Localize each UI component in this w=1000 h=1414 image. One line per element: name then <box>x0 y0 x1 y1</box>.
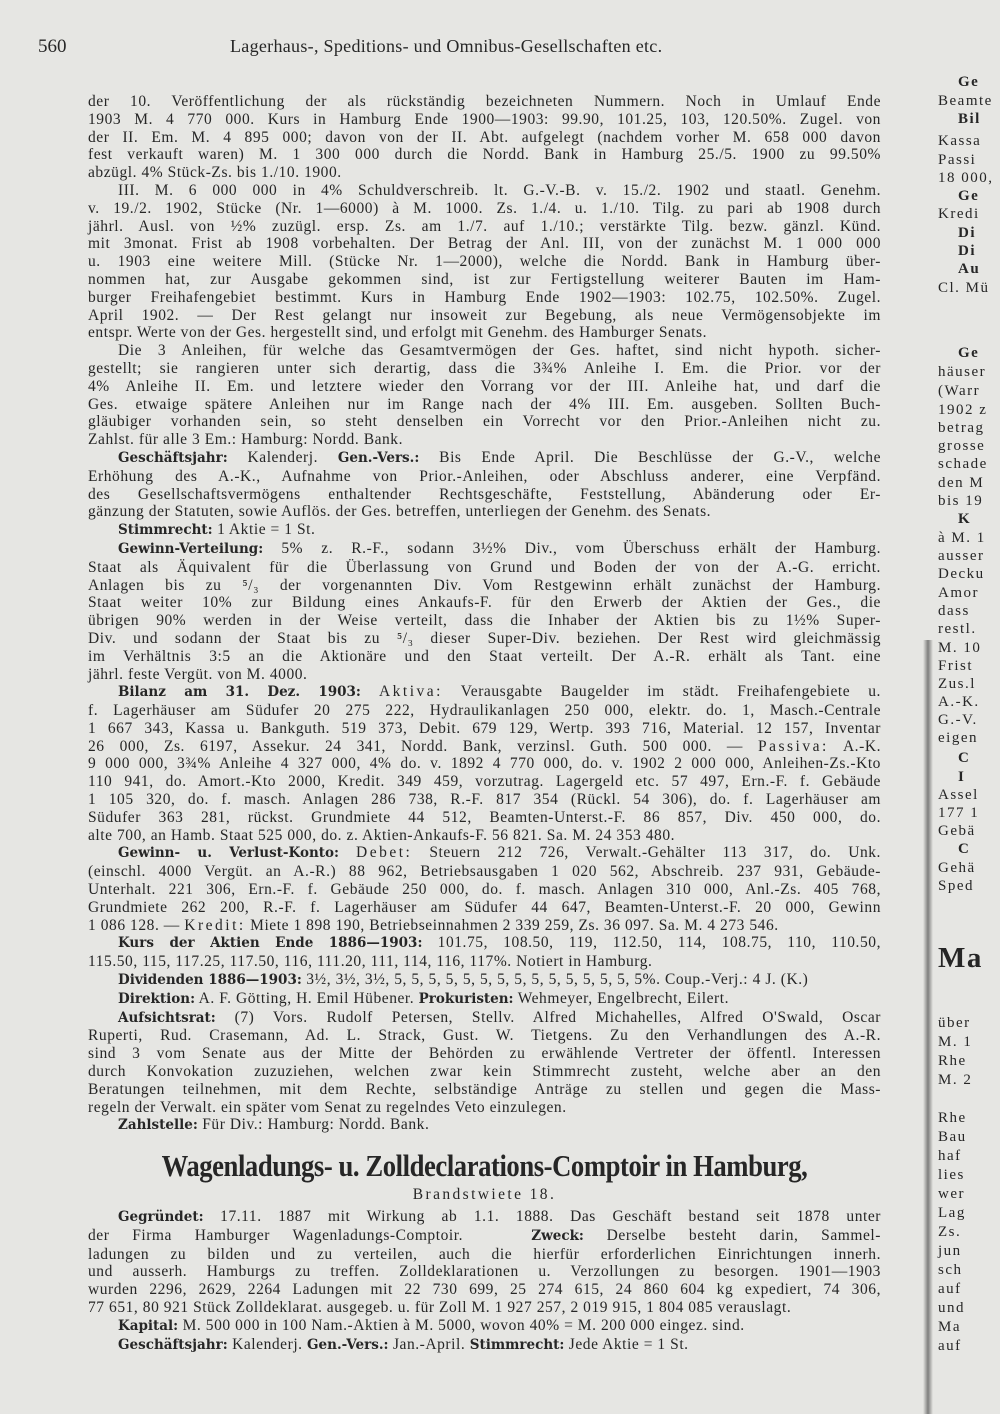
section-address: Brandstwiete 18. <box>412 1186 557 1203</box>
text-line <box>88 486 881 504</box>
text-run: Beratungen teilnehmen, mit dem Rechte, selbständige Anträge zu stellen und gegen die Mass- <box>88 1080 881 1098</box>
text-line <box>88 93 881 111</box>
text-line <box>88 630 881 648</box>
text-run: Jan.-April. <box>388 1335 470 1353</box>
bold-label: Gewinn- u. Verlust-Konto: <box>118 845 339 862</box>
text-run: 3½, 3½, 3½, 5, 5, 5, 5, 5, 5, 5, 5, 5, 5, 5, 5, 5, 5, 5%. Coup.-Verj.: 4 J. (K.) <box>301 971 809 989</box>
text-run: der 10. Veröffentlichung der als rückständig bezeichneten Nummern. Noch in Umlauf Ende <box>88 93 881 110</box>
text-line <box>88 827 881 845</box>
fragment-line: Zus.l <box>938 676 976 692</box>
fragment-line: eigen <box>938 730 978 746</box>
text-run: 26 000, Zs. 6197, Assekur. 24 341, Nordd. Bank, verzinsl. Guth. 500 000. — <box>88 737 758 755</box>
text-line <box>88 521 881 540</box>
fragment-line: Rhe <box>938 1110 967 1126</box>
text-run: fest verkauft waren) M. 1 300 000 durch die Nordd. Bank in Hamburg 25./5. 1900 zu 99.50% <box>88 146 881 164</box>
text-line <box>88 648 881 666</box>
text-run: im Verhältnis 3:5 an die Aktionäre und den Staat verteilt. Der A.-R. erhält als Tant. eine <box>88 647 881 665</box>
text-line <box>88 881 881 899</box>
fragment-line: den M <box>938 475 985 491</box>
text-line <box>88 235 881 253</box>
text-line <box>88 1027 881 1045</box>
text-line <box>88 953 881 971</box>
fragment-line: Cl. Mü <box>938 280 990 296</box>
fragment-line: 177 1 <box>938 805 980 821</box>
text-run: April 1902. — Der Rest gelangt nur insoweit zur Begebung, als neue Vermögensobjekte im <box>88 306 881 324</box>
text-line <box>88 431 881 449</box>
text-run: der II. Em. M. 4 895 000; davon von der II. Abt. aufgelegt (nachdem vorher M. 658 000 davon <box>88 128 881 146</box>
fragment-line: Sped <box>938 878 974 894</box>
text-line <box>88 1246 881 1264</box>
text-run: mit 3monat. Frist ab 1908 vorbehalten. Der Betrag der Anl. III, von der zunächst M. 1 000 000 <box>88 235 881 253</box>
text-run: des Gesellschaftsvermögens enthaltender Rechtsgeschäfte, Feststellung, Abänderung oder Er- <box>88 485 881 503</box>
fragment-line: à M. 1 <box>938 530 986 546</box>
text-line <box>88 755 881 773</box>
text-run: 1903 M. 4 770 000. Kurs in Hamburg Ende 1900—1903: 99.90, 101.25, 103, 120.50%. Zugel. von <box>88 110 881 128</box>
bold-label: Gen.-Vers.: <box>307 1336 389 1353</box>
text-line <box>88 990 881 1009</box>
text-line <box>88 360 881 378</box>
text-line <box>88 594 881 612</box>
text-run: Div. und sodann der Staat bis zu ⁵/₃ dieser Super-Div. beziehen. Der Rest wird gleichmässig <box>88 629 881 647</box>
text-run: Staat als Äquivalent für die Überlassung von Grund und Boden der von der A.-G. erricht. <box>88 558 881 576</box>
fragment-line: Gehä <box>938 860 976 876</box>
text-run: v. 19./2. 1902, Stücke (Nr. 1—6000) à M. 1000. Zs. 1./4. u. 1./10. Tilg. zu pari ab 1908 durch <box>88 199 881 217</box>
text-run: der Firma Hamburger Wagenladungs-Comptoir. <box>88 1226 532 1244</box>
fragment-line: Lag <box>938 1205 966 1221</box>
text-line <box>88 1263 881 1281</box>
text-line <box>88 413 881 431</box>
fragment-line: und <box>938 1300 965 1316</box>
fragment-line: grosse <box>938 438 986 454</box>
text-run: Jede Aktie = 1 St. <box>564 1335 689 1353</box>
fragment-line: Bil <box>958 111 981 127</box>
text-line <box>88 666 881 684</box>
fragment-line: C <box>958 841 971 857</box>
text-run: 101.75, 108.50, 119, 112.50, 114, 108.75, 110, 110.50, <box>422 934 881 952</box>
text-line <box>88 971 881 990</box>
text-run: gläubiger vorhanden sein, so steht denselben ein Vorrecht vor den Prior.-Anleihen nicht zu. <box>88 413 881 431</box>
text-line <box>88 934 881 953</box>
bold-label: Zweck: <box>531 1227 584 1244</box>
fragment-line: ausser <box>938 548 985 564</box>
text-line <box>88 844 881 863</box>
fragment-line: sch <box>938 1262 963 1278</box>
fragment-line: M. 10 <box>938 640 982 656</box>
text-run <box>339 844 356 861</box>
text-line <box>88 146 881 164</box>
fragment-line: Zs. <box>938 1224 962 1240</box>
text-run: alte 700, an Hamb. Staat 525 000, do. z. Aktien-Ankaufs-F. 56 821. Sa. M. 24 353 480. <box>88 826 676 844</box>
bold-label: Stimmrecht: <box>469 1336 565 1353</box>
fragment-line: (Warr <box>938 383 981 399</box>
fragment-line: jun <box>938 1243 962 1259</box>
fragment-line: Frist <box>938 658 974 674</box>
text-run: Kalenderj. <box>227 1335 308 1353</box>
text-run: A. F. Götting, H. Emil Hübener. <box>195 989 419 1007</box>
fragment-line: Kassa <box>938 133 982 149</box>
text-run: Bis Ende April. Die Beschlüsse der G.-V., welche <box>419 448 881 466</box>
text-line <box>88 1063 881 1081</box>
text-run: 110 941, do. Amort.-Kto 2000, Kredit. 349 459, vorzutrag. Lagergeld etc. 57 497, Ern.-F. f. Gebäude <box>88 773 881 791</box>
text-line <box>88 378 881 396</box>
text-line <box>88 791 881 809</box>
text-line <box>88 899 881 917</box>
fragment-line: haf <box>938 1148 962 1164</box>
fragment-line: Assel <box>938 787 979 803</box>
bold-label: Prokuristen: <box>418 990 514 1007</box>
text-line <box>88 200 881 218</box>
text-run: (einschl. 4000 Vergüt. an A.-R.) 88 962, Betriebsausgaben 1 020 562, Abschreib. 237 931, Gebäude- <box>88 863 881 881</box>
text-run: Staat weiter 10% zur Bildung eines Ankaufs-F. für den Erwerb der Aktien der Ges., die <box>88 594 881 612</box>
fragment-line: häuser <box>938 364 987 380</box>
adjacent-page-fragment <box>938 0 1000 1414</box>
text-run: Die 3 Anleihen, für welche das Gesamtvermögen der Ges. haftet, sind nicht hypoth. sicher- <box>118 342 881 360</box>
text-line <box>88 809 881 827</box>
fragment-line: G.-V. <box>938 712 978 728</box>
main-text-column <box>88 93 881 1135</box>
text-run: Unterhalt. 221 306, Ern.-F. f. Gebäude 250 000, do. f. masch. Anlagen 310 000, Anl.-Zs. 405 768, <box>88 881 881 899</box>
text-line <box>88 468 881 486</box>
fragment-line: Gebä <box>938 823 976 839</box>
bold-label: Direktion: <box>118 990 196 1007</box>
fragment-line: lies <box>938 1167 965 1183</box>
text-run: jährl. feste Vergüt. von M. 4000. <box>88 665 308 683</box>
text-run: Steuern 212 726, Verwalt.-Gehälter 113 317, do. Unk. <box>412 844 881 862</box>
bold-label: Dividenden 1886—1903: <box>118 972 302 989</box>
page-number: 560 <box>38 36 67 57</box>
text-line <box>88 702 881 720</box>
bold-label: Gen.-Vers.: <box>337 449 420 466</box>
text-run: Kalenderj. <box>227 448 338 466</box>
fragment-line: Au <box>958 261 981 277</box>
fragment-line: 1902 z <box>938 402 988 418</box>
text-run: Verausgabte Baugelder im städt. Freihafengebiete u. <box>442 683 881 701</box>
text-line <box>88 738 881 756</box>
text-run: nommen hat, zur Ausgabe gekommen sind, ist zur Fertigstellung weiterer Bauten im Ham- <box>88 270 881 288</box>
text-run: Ges. etwaige spätere Anleihen nur im Range nach der 4% III. Em. ausgeben. Sollten Buch- <box>88 395 881 413</box>
fragment-line: Ge <box>958 345 980 361</box>
text-line <box>88 1227 881 1246</box>
section-text <box>88 1208 881 1354</box>
bold-label: Aufsichtsrat: <box>118 1009 216 1026</box>
bold-label: Geschäftsjahr: <box>118 1336 228 1353</box>
text-run: 1 Aktie = 1 St. <box>212 521 316 539</box>
text-run: 4% Anleihe II. Em. und letztere wieder den Vorrang vor der III. Anleihe hat, und darf die <box>88 377 881 395</box>
text-line <box>88 1009 881 1028</box>
bold-label: Gewinn-Verteilung: <box>118 540 264 557</box>
fragment-line: auf <box>938 1281 962 1297</box>
text-line <box>88 164 881 182</box>
fragment-line: Di <box>958 225 976 241</box>
fragment-line: Bau <box>938 1129 967 1145</box>
text-run: Grundmiete 262 200, R.-F. f. Lagerhäuser am Südufer 44 647, Beamten-Unterst.-F. 20 000, Gewinn <box>88 898 881 916</box>
text-line <box>88 1299 881 1317</box>
fragment-line: 18 000, <box>938 170 994 186</box>
fragment-line: schade <box>938 456 988 472</box>
fragment-line: wer <box>938 1186 965 1202</box>
text-run: f. Lagerhäuser am Südufer 20 275 222, Hydraulikanlagen 250 000, elektr. do. 1, Masch.-Centrale <box>88 702 881 720</box>
text-line <box>88 218 881 236</box>
bold-label: Geschäftsjahr: <box>118 449 228 466</box>
text-run: wurden 2296, 2629, 2264 Ladungen mit 22 730 699, 25 274 615, 24 860 604 kg expediert, 74 306, <box>88 1281 881 1299</box>
text-run: 5% z. R.-F., sodann 3½% Div., vom Überschuss erhält der Hamburg. <box>263 539 881 557</box>
bold-label: Gegründet: <box>118 1209 204 1225</box>
text-line <box>88 1317 881 1336</box>
text-run: Südufer 363 281, rückst. Grundmiete 44 512, Beamten-Unterst.-F. 86 857, Div. 450 000, do. <box>88 808 881 826</box>
text-line <box>88 863 881 881</box>
text-run: durch Konvokation zuzuziehen, welchen zwar kein Stimmrecht zusteht, welche aber an den <box>88 1063 881 1081</box>
fragment-line: M. 2 <box>938 1072 973 1088</box>
text-run: Zahlst. für alle 3 Em.: Hamburg: Nordd. Bank. <box>88 431 404 449</box>
text-line <box>88 559 881 577</box>
text-line <box>88 503 881 521</box>
text-run: Miete 1 898 190, Betriebseinnahmen 2 339 259, Zs. 36 097. Sa. M. 4 273 546. <box>245 916 779 934</box>
spaced-label: Debet: <box>356 844 413 862</box>
text-run: Ruperti, Rud. Crasemann, Ad. L. Strack, Gust. W. Tietgens. Zu den Verhandlungen des A.-R. <box>88 1027 881 1045</box>
fragment-line: Passi <box>938 152 977 168</box>
bold-label: Kurs der Aktien Ende 1886—1903: <box>118 935 423 952</box>
text-line <box>88 396 881 414</box>
text-run: gänzung der Statuten, sowie Auflös. der Ges. betreffen, unterliegen der Genehm. des Senats. <box>88 503 712 521</box>
fragment-line: über <box>938 1015 971 1031</box>
text-line <box>88 1208 881 1227</box>
text-line <box>88 540 881 559</box>
fragment-line: K <box>958 511 972 527</box>
text-line <box>88 1099 881 1117</box>
page-gutter-shadow <box>923 640 933 1414</box>
fragment-line: Rhe <box>938 1053 967 1069</box>
text-line <box>88 182 881 200</box>
fragment-line: bis 19 <box>938 493 984 509</box>
text-line <box>88 1081 881 1099</box>
spaced-label: Kredit: <box>184 916 246 934</box>
text-run: entspr. Werte von der Ges. hergestellt sind, und erfolgt mit Genehm. des Hamburger Senats. <box>88 324 708 342</box>
text-line <box>88 342 881 360</box>
text-line <box>88 307 881 325</box>
text-line <box>88 253 881 271</box>
text-line <box>88 324 881 342</box>
text-line <box>88 449 881 468</box>
fragment-line: restl. <box>938 621 977 637</box>
fragment-line: A.-K. <box>938 694 980 710</box>
text-line <box>88 1336 881 1355</box>
text-run: 1 105 320, do. f. masch. Anlagen 286 738, R.-F. 817 354 (Rückl. 54 306), do. f. Lagerhäuser am <box>88 791 881 809</box>
bold-label: Kapital: <box>118 1317 179 1334</box>
fragment-line: M. 1 <box>938 1034 973 1050</box>
fragment-line: C <box>958 750 971 766</box>
text-line <box>88 111 881 129</box>
text-run: Erhöhung des A.-K., Aufnahme von Prior.-Anleihen, oder Abschluss anderer, eine Verpfänd. <box>88 467 881 485</box>
text-line <box>88 917 881 935</box>
text-run: u. 1903 eine weitere Mill. (Stücke Nr. 1—2000), welche die Nordd. Bank in Hamburg über- <box>88 253 881 271</box>
text-line <box>88 1116 881 1135</box>
bold-label: Bilanz am 31. Dez. 1903: <box>118 684 361 701</box>
spaced-label: Aktiva: <box>378 683 443 701</box>
text-run: 1 086 128. — <box>88 916 185 934</box>
text-run: gestellt; sie rangieren unter sich derartig, dass die 3¾% Anleihe I. Em. die Prior. vor der <box>88 359 881 377</box>
text-line <box>88 289 881 307</box>
bold-label: Zahlstelle: <box>118 1117 198 1134</box>
text-line <box>88 1045 881 1063</box>
text-run: 77 651, 80 921 Stück Zolldeklarat. ausgegeb. u. für Zoll M. 1 927 257, 2 019 915, 1 804 085 verauslagt. <box>88 1298 792 1316</box>
text-run: Derselbe besteht darin, Sammel- <box>583 1226 881 1244</box>
text-run: (7) Vors. Rudolf Petersen, Stellv. Alfred Michahelles, Alfred O'Swald, Oscar <box>215 1008 881 1026</box>
fragment-line: dass <box>938 603 970 619</box>
text-run: 1 667 343, Kassa u. Bankguth. 519 373, Debit. 679 129, Wertp. 393 716, Material. 12 157, Inventar <box>88 719 881 737</box>
fragment-line: auf <box>938 1338 962 1354</box>
text-run: jährl. Ausl. von ½% zuzügl. ersp. Zs. am 1./7. auf 1./10.; verstärkte Tilg. bezw. gänzl. Künd. <box>88 217 881 235</box>
bold-label: Stimmrecht: <box>118 522 213 539</box>
fragment-line: betrag <box>938 420 985 436</box>
fragment-line: Ma <box>938 942 983 974</box>
fragment-line: Decku <box>938 566 985 582</box>
running-title: Lagerhaus-, Speditions- und Omnibus-Gesellschaften etc. <box>230 36 663 56</box>
text-line <box>88 683 881 702</box>
text-run: A.-K. <box>828 737 881 755</box>
text-run: III. M. 6 000 000 in 4% Schuldverschreib. lt. G.-V.-B. v. 15./2. 1902 und staatl. Genehm. <box>118 181 881 199</box>
text-run: und ausserh. Hamburgs zu treffen. Zolldeklarationen u. Verzollungen zu besorgen. 1901—1903 <box>88 1263 881 1281</box>
text-run: 9 000 000, 3¾% Anleihe 4 327 000, 4% do. v. 1892 4 770 000, do. v. 1902 2 000 000, Anleihen-Zs.-Kto <box>88 755 881 773</box>
text-run: übrigen 90% werden in der Weise verteilt, dass die Inhaber der Aktien bis zu 1½% Super- <box>88 612 881 630</box>
text-run: sind 3 vom Senate aus der Mitte der Behörden zu erwählende Vertreter der öffentl. Interessen <box>88 1045 881 1063</box>
text-line <box>88 773 881 791</box>
text-line <box>88 1281 881 1299</box>
text-run: abzügl. 4% Stück-Zs. bis 1./10. 1900. <box>88 164 342 182</box>
spaced-label: Passiva: <box>757 737 829 755</box>
fragment-line: Ge <box>958 188 980 204</box>
text-run: ladungen zu bilden und zu verteilen, auch die hierfür erforderlichen Einrichtungen innerh. <box>88 1245 881 1263</box>
fragment-line: Ma <box>938 1319 961 1335</box>
text-run: 17.11. 1887 mit Wirkung ab 1.1. 1888. Das Geschäft bestand seit 1878 unter <box>203 1208 881 1225</box>
fragment-line: Amor <box>938 585 979 601</box>
text-line <box>88 577 881 595</box>
fragment-line: Beamte <box>938 93 993 109</box>
text-run: Wehmeyer, Engelbrecht, Eilert. <box>513 989 730 1007</box>
text-line <box>88 720 881 738</box>
fragment-line: Di <box>958 243 976 259</box>
text-line <box>88 612 881 630</box>
text-run: regeln der Verwalt. ein später vom Senat zu regelndes Veto einzulegen. <box>88 1098 567 1116</box>
text-run: 115.50, 115, 117.25, 117.50, 116, 111.20, 111, 114, 116, 117%. Notiert in Hamburg. <box>88 953 653 971</box>
text-run: Anlagen bis zu ⁵/₃ der vorgenannten Div. Vom Restgewinn erhält zunächst der Hamburg. <box>88 576 881 594</box>
text-line <box>88 271 881 289</box>
text-run <box>361 683 379 700</box>
text-run: Für Div.: Hamburg: Nordd. Bank. <box>197 1116 430 1134</box>
fragment-line: I <box>958 769 966 785</box>
text-line <box>88 129 881 147</box>
text-run: M. 500 000 in 100 Nam.-Aktien à M. 5000, wovon 40% = M. 200 000 eingez. sind. <box>178 1316 745 1334</box>
fragment-line: Ge <box>958 74 980 90</box>
text-run: burger Freihafengebiet bestimmt. Kurs in Hamburg Ende 1902—1903: 102.75, 102.50%. Zugel. <box>88 288 881 306</box>
fragment-line: Kredi <box>938 206 980 222</box>
section-title: Wagenladungs- u. Zolldeclarations-Comptoir in Hamburg, <box>161 1148 808 1183</box>
